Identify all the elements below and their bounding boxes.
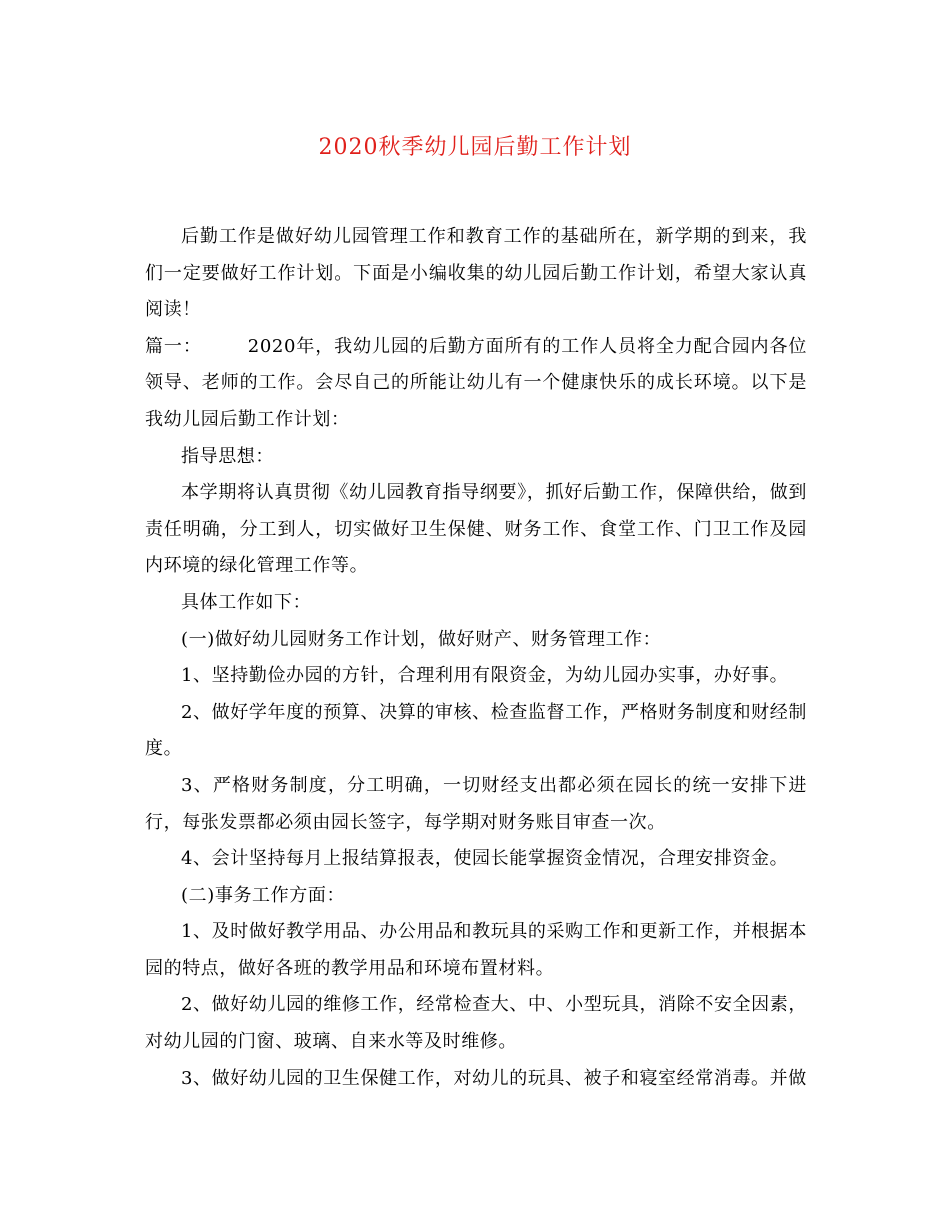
part1-label: 篇一： bbox=[145, 335, 202, 357]
document-body bbox=[145, 219, 807, 1097]
section1-item: 3、严格财务制度，分工明确，一切财经支出都必须在园长的统一安排下进行，每张发票都必须由园长签字，每学期对财务账目审查一次。 bbox=[145, 774, 807, 833]
part1-text: 2020年，我幼儿园的后勤方面所有的工作人员将全力配合园内各位领导、老师的工作。会尽自己的所能让幼儿有一个健康快乐的成长环境。以下是我幼儿园后勤工作计划： bbox=[145, 335, 807, 430]
section1-item: 1、坚持勤俭办园的方针，合理利用有限资金，为幼儿园办实事，办好事。 bbox=[181, 665, 789, 687]
section2-item: 2、做好幼儿园的维修工作，经常检查大、中、小型玩具，消除不安全因素，对幼儿园的门窗、玻璃、自来水等及时维修。 bbox=[145, 994, 807, 1053]
section2-item: 3、做好幼儿园的卫生保健工作，对幼儿的玩具、被子和寝室经常消毒。并做 bbox=[181, 1067, 807, 1089]
section1-heading: (一)做好幼儿园财务工作计划，做好财产、财务管理工作： bbox=[181, 628, 662, 650]
intro-paragraph: 后勤工作是做好幼儿园管理工作和教育工作的基础所在，新学期的到来，我们一定要做好工作计划。下面是小编收集的幼儿园后勤工作计划，希望大家认真阅读！ bbox=[145, 226, 807, 321]
section2-item: 1、及时做好教学用品、办公用品和教玩具的采购工作和更新工作，并根据本园的特点，做好各班的教学用品和环境布置材料。 bbox=[145, 921, 807, 979]
section2-heading: (二)事务工作方面： bbox=[181, 884, 346, 906]
section1-item: 2、做好学年度的预算、决算的审核、检查监督工作，严格财务制度和财经制度。 bbox=[145, 701, 807, 760]
section1-item: 4、会计坚持每月上报结算报表，使园长能掌握资金情况，合理安排资金。 bbox=[181, 848, 789, 870]
document-title: 2020秋季幼儿园后勤工作计划 bbox=[318, 135, 632, 160]
specific-heading: 具体工作如下： bbox=[181, 591, 312, 613]
guiding-heading: 指导思想： bbox=[181, 445, 274, 467]
guiding-paragraph: 本学期将认真贯彻《幼儿园教育指导纲要》，抓好后勤工作，保障供给，做到责任明确，分工到人，切实做好卫生保健、财务工作、食堂工作、门卫工作及园内环境的绿化管理工作等。 bbox=[145, 482, 807, 577]
part1-paragraph bbox=[145, 329, 807, 439]
